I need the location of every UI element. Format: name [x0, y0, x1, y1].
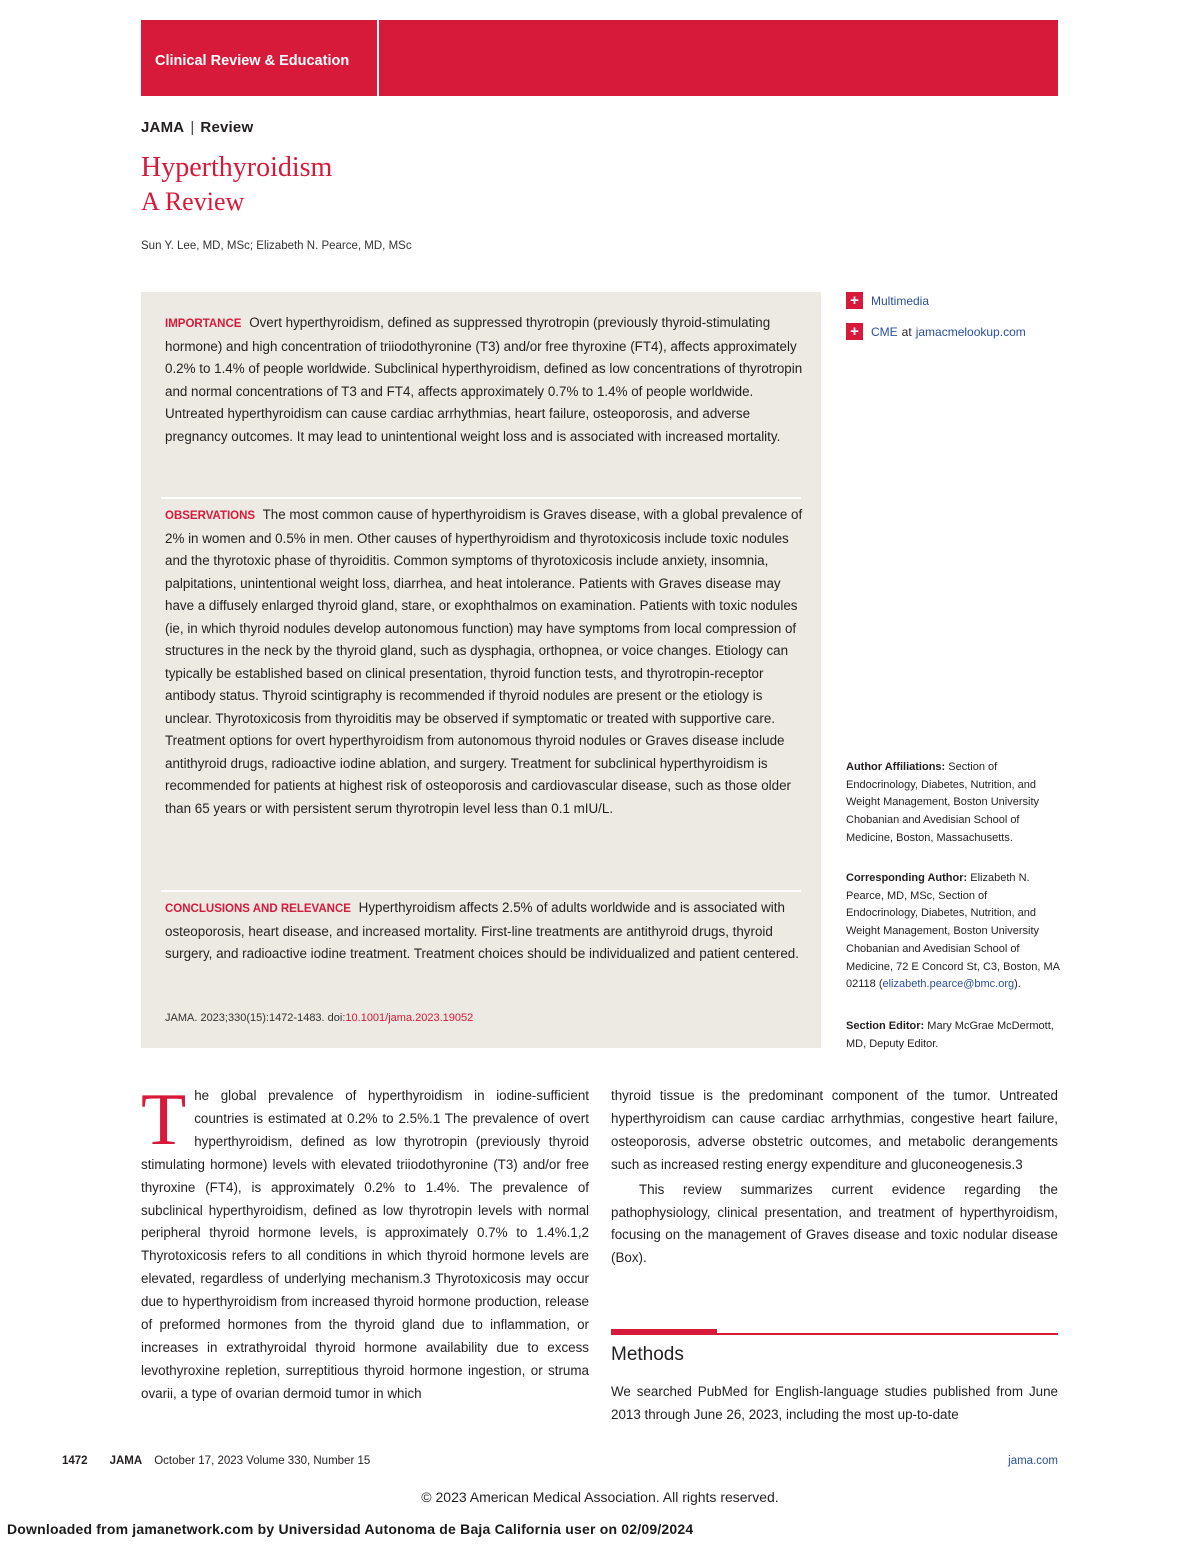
- plus-icon: +: [846, 323, 863, 340]
- multimedia-link[interactable]: [846, 292, 929, 309]
- body-column-right: [611, 1085, 1058, 1270]
- citation: [165, 1012, 473, 1024]
- observations-heading: OBSERVATIONS: [165, 510, 256, 522]
- importance-heading: IMPORTANCE: [165, 318, 242, 330]
- intro-continued-paragraph: thyroid tissue is the predominant component of the tumor. Untreated hyperthyroidism can cause cardiac arrhythmias, congestive heart failure, osteoporosis, adverse obstetric outcomes, and metabolic derangements such as increased resting energy expenditure and gluconeogenesis.3: [611, 1088, 1058, 1172]
- journal-name: JAMA: [141, 119, 185, 136]
- intro-paragraph: he global prevalence of hyperthyroidism in iodine-sufficient countries is estimated at 0.2% to 2.5%.1 The prevalence of overt hyperthyroidism, defined as low thyrotropin (previously thyroid stimulating hormone) levels with elevated triiodothyronine (T3) and/or free thyroxine (FT4), is approximately 0.2% to 1.4%. The prevalence of subclinical hyperthyroidism, defined as low thyrotropin levels with normal peripheral thyroid hormone levels, is approximately 0.7% to 1.4%.1,2 Thyrotoxicosis refers to all conditions in which thyroid hormone levels are elevated, regardless of underlying mechanism.3 Thyrotoxicosis may occur due to hyperthyroidism from increased thyroid hormone production, release of preformed hormones from the thyroid gland due to inflammation, or increases in extrathyroidal thyroid hormone availability due to excess levothyroxine repletion, surreptitious thyroid hormone ingestion, or struma ovarii, a type of ovarian dermoid tumor in which: [141, 1088, 589, 1401]
- cme-link[interactable]: [846, 323, 1026, 340]
- journal-line: [141, 119, 253, 136]
- observations-text: The most common cause of hyperthyroidism is Graves disease, with a global prevalence of 2% in women and 0.5% in men. Other causes of hyperthyroidism and thyrotoxicosis include toxic nodules and the thyrotoxic phase of thyroiditis. Common symptoms of thyrotoxicosis include anxiety, insomnia, palpitations, unintentional weight loss, diarrhea, and heat intolerance. Patients with Graves disease may have a diffusely enlarged thyroid gland, stare, or exophthalmos on examination. Patients with toxic nodules (ie, in which thyroid nodules develop autonomous function) may have symptoms from local compression of structures in the neck by the thyroid gland, such as dysphagia, orthopnea, or voice changes. Etiology can typically be established based on clinical presentation, thyroid function tests, and thyrotropin-receptor antibody status. Thyroid scintigraphy is recommended if thyroid nodules are present or the etiology is unclear. Thyrotoxicosis from thyroiditis may be observed if symptomatic or treated with supportive care. Treatment options for overt hyperthyroidism from autonomous thyroid nodules or Graves disease include antithyroid drugs, radioactive iodine ablation, and surgery. Treatment for subclinical hyperthyroidism is recommended for patients at highest risk of osteoporosis and cardiovascular disease, such as those older than 65 years or with persistent serum thyrotropin level less than 0.1 mIU/L.: [165, 507, 803, 816]
- doi-link[interactable]: 10.1001/jama.2023.19052: [345, 1012, 474, 1024]
- editor-text: Mary McGrae McDermott, MD, Deputy Editor.: [846, 1020, 1054, 1050]
- footer-journal: JAMA: [109, 1455, 143, 1467]
- corresponding-author: [846, 870, 1061, 994]
- page-footer: [62, 1455, 370, 1467]
- article-subtitle: A Review: [141, 187, 245, 216]
- affiliations-heading: Author Affiliations:: [846, 761, 946, 773]
- abstract-observations: [165, 504, 805, 820]
- page-number: 1472: [62, 1455, 88, 1467]
- author-affiliations: [846, 759, 1061, 848]
- citation-text: JAMA. 2023;330(15):1472-1483. doi:: [165, 1012, 346, 1024]
- affiliations-text: Section of Endocrinology, Diabetes, Nutrition, and Weight Management, Boston University Chobanian and Avedisian School of Medicine, Boston, Massachusetts.: [846, 761, 1039, 844]
- abstract-divider: [161, 497, 801, 499]
- abstract-conclusions: [165, 897, 805, 966]
- corresponding-end: ).: [1014, 978, 1021, 991]
- cme-url[interactable]: jamacmelookup.com: [915, 324, 1026, 339]
- download-notice: Downloaded from jamanetwork.com by Universidad Autonoma de Baja California user on 02/09/2024: [7, 1521, 694, 1537]
- editor-heading: Section Editor:: [846, 1020, 925, 1032]
- section-label: Clinical Review & Education: [155, 53, 350, 69]
- copyright: © 2023 American Medical Association. All rights reserved.: [421, 1489, 779, 1505]
- banner-divider: [377, 20, 379, 96]
- abstract-importance: [165, 312, 805, 448]
- footer-issue: October 17, 2023 Volume 330, Number 15: [154, 1455, 371, 1467]
- section-editor: [846, 1018, 1061, 1053]
- abstract-divider: [161, 890, 801, 892]
- methods-heading: Methods: [611, 1344, 684, 1365]
- abstract-box: [141, 292, 821, 1048]
- journal-separator: |: [190, 119, 195, 136]
- conclusions-text: Hyperthyroidism affects 2.5% of adults worldwide and is associated with osteoporosis, heart disease, and increased mortality. First-line treatments are antithyroid drugs, thyroid surgery, and radioactive iodine treatment. Treatment choices should be individualized and patient centered.: [165, 900, 799, 961]
- plus-icon: +: [846, 292, 863, 309]
- corresponding-email-link[interactable]: elizabeth.pearce@bmc.org: [882, 978, 1015, 991]
- article-type: Review: [200, 119, 254, 136]
- review-scope-paragraph: This review summarizes current evidence regarding the pathophysiology, clinical presentation, and treatment of hyperthyroidism, focusing on the management of Graves disease and toxic nodular disease (Box).: [611, 1181, 1058, 1266]
- drop-cap: T: [141, 1079, 187, 1161]
- author-list: Sun Y. Lee, MD, MSc; Elizabeth N. Pearce, MD, MSc: [141, 240, 412, 252]
- corresponding-heading: Corresponding Author:: [846, 872, 968, 884]
- cme-label: CME: [871, 324, 898, 339]
- corresponding-text: Elizabeth N. Pearce, MD, MSc, Section of Endocrinology, Diabetes, Nutrition, and Weight Management, Boston University Chobanian and Avedisian School of Medicine, 72 E Concord St, C3, Boston, MA 02118 (: [846, 872, 1060, 991]
- cme-at-text: at: [901, 324, 912, 339]
- section-banner: [141, 20, 1058, 96]
- conclusions-heading: CONCLUSIONS AND RELEVANCE: [165, 903, 351, 915]
- importance-text: Overt hyperthyroidism, defined as suppressed thyrotropin (previously thyroid-stimulating hormone) and high concentration of triiodothyronine (T3) and/or free thyroxine (FT4), affects approximately 0.2% to 1.4% of people worldwide. Subclinical hyperthyroidism, defined as low concentrations of thyrotropin and normal concentrations of T3 and FT4, affects approximately 0.7% to 1.4% of people worldwide. Untreated hyperthyroidism can cause cardiac arrhythmias, heart failure, osteoporosis, and adverse pregnancy outcomes. It may lead to unintentional weight loss and is associated with increased mortality.: [165, 315, 803, 444]
- body-column-left: [141, 1079, 589, 1406]
- methods-rule-accent: [611, 1329, 717, 1335]
- methods-paragraph: We searched PubMed for English-language studies published from June 2013 through June 26, 2023, including the most up-to-date: [611, 1384, 1058, 1422]
- footer-site-link[interactable]: jama.com: [1008, 1455, 1058, 1467]
- multimedia-label: Multimedia: [871, 293, 930, 308]
- article-title: Hyperthyroidism: [141, 152, 333, 183]
